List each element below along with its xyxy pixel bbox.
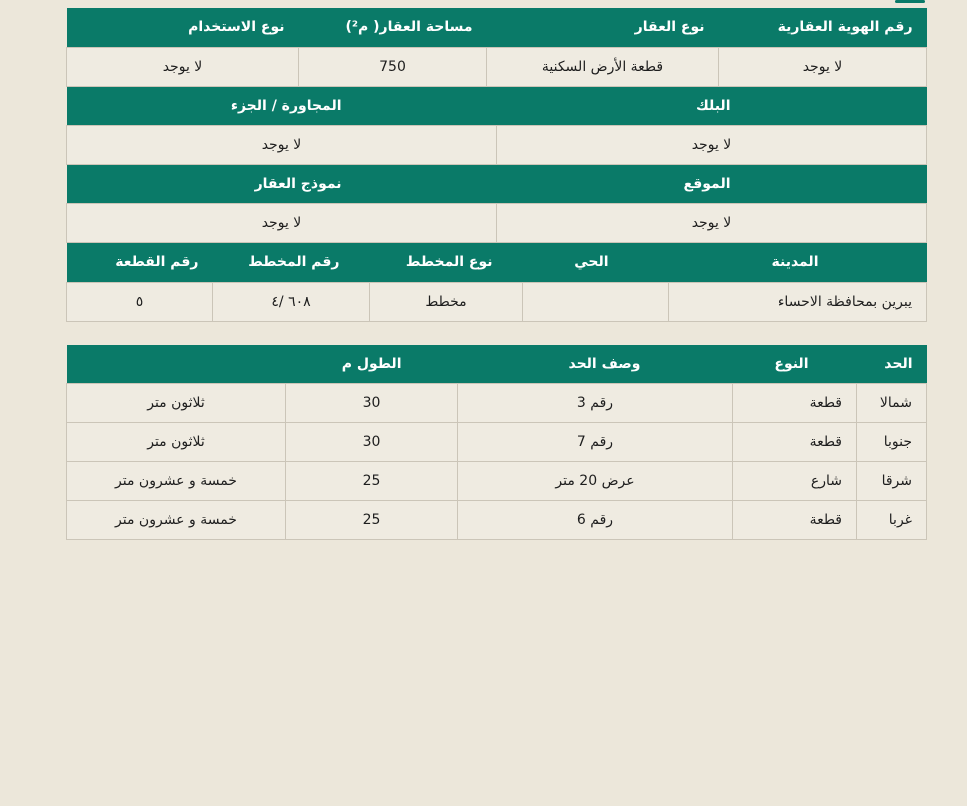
header-boundary-type: النوع <box>733 345 857 384</box>
boundary-desc: رقم 3 <box>458 384 733 423</box>
value-plan-type: مخطط <box>370 282 523 321</box>
header-location: الموقع <box>497 165 927 204</box>
value-property-type: قطعة الأرض السكنية <box>487 47 719 86</box>
boundary-side: شرقا <box>857 462 927 501</box>
boundary-row <box>67 462 927 501</box>
property-info-table <box>66 8 927 87</box>
header-city: المدينة <box>669 243 927 282</box>
header-usage-type: نوع الاستخدام <box>67 8 299 47</box>
value-property-model: لا يوجد <box>67 204 497 243</box>
boundary-side: جنوبا <box>857 423 927 462</box>
boundary-type: قطعة <box>733 384 857 423</box>
block-header-row <box>67 87 927 126</box>
boundary-type: شارع <box>733 462 857 501</box>
value-location: لا يوجد <box>497 204 927 243</box>
header-length <box>67 345 402 384</box>
boundary-length: 25 <box>286 501 458 540</box>
boundary-length-words: ثلاثون متر <box>67 423 286 462</box>
header-district: الحي <box>523 243 669 282</box>
header-block: البلك <box>497 87 927 126</box>
value-property-area: 750 <box>299 47 487 86</box>
header-plan-number: رقم المخطط <box>213 243 370 282</box>
header-boundary-desc: وصف الحد <box>458 345 733 384</box>
city-header-row <box>67 243 927 282</box>
header-property-type: نوع العقار <box>487 8 719 47</box>
boundaries-header-row <box>67 345 927 384</box>
boundary-type: قطعة <box>733 423 857 462</box>
boundary-length-words: خمسة و عشرون متر <box>67 462 286 501</box>
boundary-desc: عرض 20 متر <box>458 462 733 501</box>
boundary-desc: رقم 6 <box>458 501 733 540</box>
header-boundary-side: الحد <box>857 345 927 384</box>
city-table <box>66 243 927 322</box>
boundary-side: شمالا <box>857 384 927 423</box>
header-plot-number: رقم القطعة <box>67 243 213 282</box>
boundary-desc: رقم 7 <box>458 423 733 462</box>
value-property-id: لا يوجد <box>719 47 927 86</box>
value-usage-type: لا يوجد <box>67 47 299 86</box>
boundary-row <box>67 501 927 540</box>
value-neighborhood-part: لا يوجد <box>67 126 497 165</box>
value-district <box>523 282 669 321</box>
header-property-area: مساحة العقار( م²) <box>299 8 487 47</box>
top-edge-bar <box>895 0 925 3</box>
header-neighborhood-part: المجاورة / الجزء <box>67 87 497 126</box>
value-plot-number: ٥ <box>67 282 213 321</box>
property-header-row-1 <box>67 8 927 47</box>
boundary-row <box>67 423 927 462</box>
boundary-length-words: ثلاثون متر <box>67 384 286 423</box>
block-table <box>66 87 927 244</box>
section-gap <box>66 322 926 345</box>
value-block: لا يوجد <box>497 126 927 165</box>
city-value-row <box>67 282 927 321</box>
boundaries-table <box>66 345 927 541</box>
document-body <box>66 8 926 540</box>
header-property-id: رقم الهوية العقارية <box>719 8 927 47</box>
boundary-length: 25 <box>286 462 458 501</box>
location-header-row <box>67 165 927 204</box>
header-plan-type: نوع المخطط <box>370 243 523 282</box>
boundary-row <box>67 384 927 423</box>
boundary-type: قطعة <box>733 501 857 540</box>
block-value-row <box>67 126 927 165</box>
value-plan-number: ٦٠٨ /٤ <box>213 282 370 321</box>
value-city: يبرين بمحافظة الاحساء <box>669 282 927 321</box>
boundary-length: 30 <box>286 384 458 423</box>
header-length-label: الطول م <box>341 355 402 372</box>
location-value-row <box>67 204 927 243</box>
property-value-row-1 <box>67 47 927 86</box>
boundary-length: 30 <box>286 423 458 462</box>
boundary-length-words: خمسة و عشرون متر <box>67 501 286 540</box>
header-property-model: نموذج العقار <box>67 165 497 204</box>
boundary-side: غربا <box>857 501 927 540</box>
